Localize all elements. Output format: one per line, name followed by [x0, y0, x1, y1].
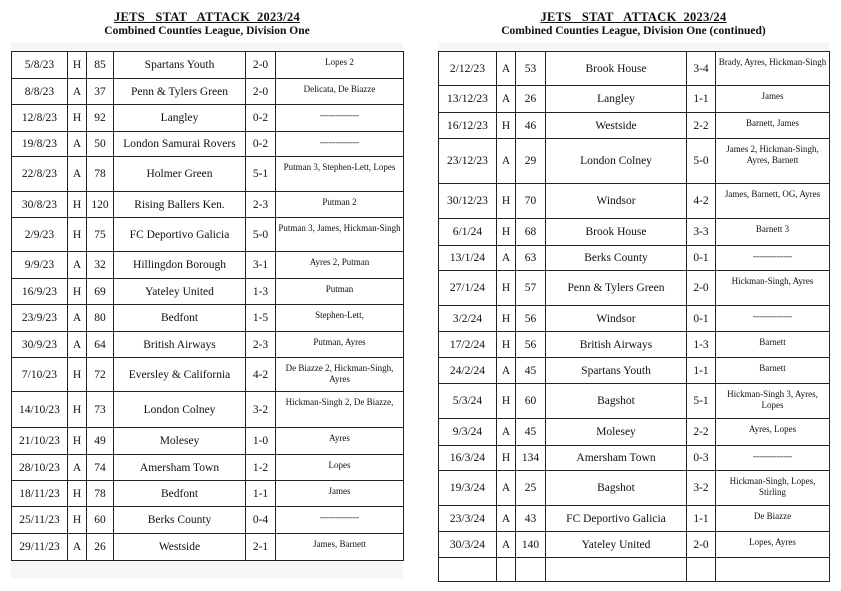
attendance-cell: 75: [87, 218, 114, 252]
score-cell: 2-3: [246, 332, 276, 358]
attendance-cell: 140: [516, 532, 546, 558]
table-row: [439, 358, 830, 384]
opponent-cell: London Samurai Rovers: [114, 132, 246, 157]
home-away-cell: A: [68, 79, 87, 105]
opponent-cell: Yateley United: [114, 279, 246, 305]
home-away-cell: H: [497, 219, 516, 246]
home-away-cell: H: [497, 384, 516, 419]
home-away-cell: H: [497, 332, 516, 358]
attendance-cell: 60: [516, 384, 546, 419]
date-cell: 29/11/23: [12, 534, 68, 561]
attendance-cell: 29: [516, 139, 546, 184]
home-away-cell: H: [497, 184, 516, 219]
scorers-cell: -------------: [276, 507, 404, 534]
score-cell: 5-1: [246, 157, 276, 192]
scorers-cell: Putman 3, Stephen-Lett, Lopes: [276, 157, 404, 192]
score-cell: 0-2: [246, 105, 276, 132]
opponent-cell: Amersham Town: [546, 446, 687, 471]
scorers-cell: -------------: [716, 446, 830, 471]
scorers-cell: Hickman-Singh 2, De Biazze,: [276, 392, 404, 428]
date-cell: 19/8/23: [12, 132, 68, 157]
scorers-cell: James 2, Hickman-Singh, Ayres, Barnett: [716, 139, 830, 184]
scorers-cell: James: [276, 481, 404, 507]
home-away-cell: H: [497, 306, 516, 332]
attendance-cell: 43: [516, 506, 546, 532]
score-cell: 1-1: [687, 358, 716, 384]
scorers-cell: Putman 2: [276, 192, 404, 218]
date-cell: 3/2/24: [439, 306, 497, 332]
score-cell: 2-0: [687, 532, 716, 558]
home-away-cell: A: [68, 132, 87, 157]
score-cell: 1-5: [246, 305, 276, 332]
opponent-cell: London Colney: [546, 139, 687, 184]
opponent-cell: London Colney: [114, 392, 246, 428]
score-cell: 5-0: [246, 218, 276, 252]
attendance-cell: 85: [87, 52, 114, 79]
attendance-cell: 70: [516, 184, 546, 219]
scorers-cell: Hickman-Singh, Lopes, Stirling: [716, 471, 830, 506]
attendance-cell: 32: [87, 252, 114, 279]
scorers-cell: Ayres: [276, 428, 404, 455]
home-away-cell: H: [68, 507, 87, 534]
home-away-cell: [497, 558, 516, 582]
home-away-cell: A: [497, 471, 516, 506]
attendance-cell: 45: [516, 358, 546, 384]
date-cell: 24/2/24: [439, 358, 497, 384]
attendance-cell: 37: [87, 79, 114, 105]
left-page-title: JETS STAT ATTACK 2023/24: [113, 10, 301, 24]
opponent-cell: Langley: [114, 105, 246, 132]
table-row: [439, 86, 830, 113]
attendance-cell: 80: [87, 305, 114, 332]
table-row: [439, 419, 830, 446]
date-cell: 19/3/24: [439, 471, 497, 506]
attendance-cell: 60: [87, 507, 114, 534]
home-away-cell: H: [497, 113, 516, 139]
home-away-cell: A: [68, 455, 87, 481]
attendance-cell: [516, 558, 546, 582]
date-cell: 17/2/24: [439, 332, 497, 358]
table-row: [439, 446, 830, 471]
home-away-cell: A: [497, 506, 516, 532]
home-away-cell: H: [68, 481, 87, 507]
scorers-cell: -------------: [276, 132, 404, 157]
home-away-cell: H: [68, 105, 87, 132]
scorers-cell: Putman: [276, 279, 404, 305]
scorers-cell: James, Barnett: [276, 534, 404, 561]
opponent-cell: Windsor: [546, 184, 687, 219]
opponent-cell: FC Deportivo Galicia: [546, 506, 687, 532]
scorers-cell: -------------: [716, 246, 830, 271]
home-away-cell: H: [497, 446, 516, 471]
scorers-cell: -------------: [276, 105, 404, 132]
score-cell: 0-3: [687, 446, 716, 471]
opponent-cell: Bedfont: [114, 305, 246, 332]
opponent-cell: Spartans Youth: [114, 52, 246, 79]
home-away-cell: H: [68, 218, 87, 252]
table-row: [12, 105, 404, 132]
table-row: [12, 279, 404, 305]
score-cell: 1-1: [687, 86, 716, 113]
scorers-cell: Ayres 2, Putman: [276, 252, 404, 279]
attendance-cell: 46: [516, 113, 546, 139]
home-away-cell: H: [68, 192, 87, 218]
attendance-cell: 26: [516, 86, 546, 113]
date-cell: 7/10/23: [12, 358, 68, 392]
date-cell: 25/11/23: [12, 507, 68, 534]
date-cell: 5/8/23: [12, 52, 68, 79]
opponent-cell: Berks County: [114, 507, 246, 534]
attendance-cell: 73: [87, 392, 114, 428]
table-row: [12, 392, 404, 428]
table-row: [439, 306, 830, 332]
score-cell: 2-3: [246, 192, 276, 218]
table-row: [439, 384, 830, 419]
home-away-cell: A: [497, 532, 516, 558]
attendance-cell: 49: [87, 428, 114, 455]
home-away-cell: A: [497, 86, 516, 113]
attendance-cell: 120: [87, 192, 114, 218]
table-row: [12, 428, 404, 455]
date-cell: 28/10/23: [12, 455, 68, 481]
score-cell: 0-2: [246, 132, 276, 157]
date-cell: 13/12/23: [439, 86, 497, 113]
home-away-cell: H: [68, 52, 87, 79]
home-away-cell: A: [497, 419, 516, 446]
table-row: [12, 79, 404, 105]
date-cell: 2/9/23: [12, 218, 68, 252]
opponent-cell: Bagshot: [546, 471, 687, 506]
score-cell: 1-3: [246, 279, 276, 305]
table-row: [439, 471, 830, 506]
home-away-cell: A: [68, 252, 87, 279]
left-page: [11, 0, 403, 553]
table-row: [12, 305, 404, 332]
scorers-cell: Ayres, Lopes: [716, 419, 830, 446]
home-away-cell: A: [68, 305, 87, 332]
attendance-cell: 74: [87, 455, 114, 481]
table-row: [12, 218, 404, 252]
attendance-cell: 56: [516, 306, 546, 332]
score-cell: 1-2: [246, 455, 276, 481]
attendance-cell: 69: [87, 279, 114, 305]
score-cell: 2-0: [246, 79, 276, 105]
table-row: [12, 481, 404, 507]
date-cell: 23/9/23: [12, 305, 68, 332]
scorers-cell: Lopes 2: [276, 52, 404, 79]
right-page: [438, 0, 829, 551]
scorers-cell: Barnett, James: [716, 113, 830, 139]
scorers-cell: Delicata, De Biazze: [276, 79, 404, 105]
home-away-cell: A: [497, 139, 516, 184]
date-cell: 27/1/24: [439, 271, 497, 306]
attendance-cell: 45: [516, 419, 546, 446]
opponent-cell: Holmer Green: [114, 157, 246, 192]
opponent-cell: British Airways: [546, 332, 687, 358]
opponent-cell: Penn & Tylers Green: [546, 271, 687, 306]
score-cell: 3-2: [246, 392, 276, 428]
score-cell: 3-1: [246, 252, 276, 279]
score-cell: 5-1: [687, 384, 716, 419]
score-cell: 1-3: [687, 332, 716, 358]
table-row: [12, 455, 404, 481]
table-row: [439, 113, 830, 139]
score-cell: 5-0: [687, 139, 716, 184]
scorers-cell: Putman, Ayres: [276, 332, 404, 358]
score-cell: 3-3: [687, 219, 716, 246]
opponent-cell: Berks County: [546, 246, 687, 271]
date-cell: 23/12/23: [439, 139, 497, 184]
attendance-cell: 63: [516, 246, 546, 271]
scorers-cell: Lopes, Ayres: [716, 532, 830, 558]
table-row: [12, 132, 404, 157]
scorers-cell: Hickman-Singh 3, Ayres, Lopes: [716, 384, 830, 419]
date-cell: 22/8/23: [12, 157, 68, 192]
table-row: [12, 52, 404, 79]
score-cell: 2-2: [687, 113, 716, 139]
home-away-cell: A: [497, 358, 516, 384]
table-row: [439, 219, 830, 246]
score-cell: [687, 558, 716, 582]
attendance-cell: 64: [87, 332, 114, 358]
date-cell: 18/11/23: [12, 481, 68, 507]
scorers-cell: -------------: [716, 306, 830, 332]
date-cell: 5/3/24: [439, 384, 497, 419]
opponent-cell: [546, 558, 687, 582]
table-row: [12, 507, 404, 534]
table-row: [439, 532, 830, 558]
table-row: [12, 358, 404, 392]
date-cell: [439, 558, 497, 582]
opponent-cell: Westside: [114, 534, 246, 561]
attendance-cell: 26: [87, 534, 114, 561]
scorers-cell: Lopes: [276, 455, 404, 481]
attendance-cell: 56: [516, 332, 546, 358]
table-row: [12, 252, 404, 279]
date-cell: 13/1/24: [439, 246, 497, 271]
scorers-cell: Stephen-Lett,: [276, 305, 404, 332]
attendance-cell: 92: [87, 105, 114, 132]
date-cell: 14/10/23: [12, 392, 68, 428]
opponent-cell: Amersham Town: [114, 455, 246, 481]
score-cell: 0-1: [687, 246, 716, 271]
date-cell: 2/12/23: [439, 52, 497, 86]
opponent-cell: Molesey: [114, 428, 246, 455]
table-row: [439, 184, 830, 219]
table-row: [439, 506, 830, 532]
score-cell: 4-2: [246, 358, 276, 392]
date-cell: 21/10/23: [12, 428, 68, 455]
home-away-cell: A: [68, 534, 87, 561]
right-page-subtitle: Combined Counties League, Division One (continued): [501, 25, 766, 37]
left-results-table: [11, 51, 404, 561]
date-cell: 16/12/23: [439, 113, 497, 139]
score-cell: 2-0: [246, 52, 276, 79]
home-away-cell: H: [497, 271, 516, 306]
opponent-cell: FC Deportivo Galicia: [114, 218, 246, 252]
score-cell: 4-2: [687, 184, 716, 219]
scorers-cell: De Biazze 2, Hickman-Singh, Ayres: [276, 358, 404, 392]
opponent-cell: Brook House: [546, 219, 687, 246]
home-away-cell: H: [68, 279, 87, 305]
attendance-cell: 50: [87, 132, 114, 157]
date-cell: 8/8/23: [12, 79, 68, 105]
table-row: [439, 139, 830, 184]
opponent-cell: Langley: [546, 86, 687, 113]
opponent-cell: Hillingdon Borough: [114, 252, 246, 279]
date-cell: 12/8/23: [12, 105, 68, 132]
scorers-cell: James, Barnett, OG, Ayres: [716, 184, 830, 219]
scorers-cell: James: [716, 86, 830, 113]
date-cell: 23/3/24: [439, 506, 497, 532]
score-cell: 3-2: [687, 471, 716, 506]
right-page-title: JETS STAT ATTACK 2023/24: [540, 10, 727, 24]
score-cell: 3-4: [687, 52, 716, 86]
attendance-cell: 134: [516, 446, 546, 471]
attendance-cell: 25: [516, 471, 546, 506]
home-away-cell: A: [68, 332, 87, 358]
date-cell: 30/8/23: [12, 192, 68, 218]
date-cell: 30/12/23: [439, 184, 497, 219]
table-row: [12, 534, 404, 561]
table-row: [12, 192, 404, 218]
attendance-cell: 78: [87, 481, 114, 507]
attendance-cell: 78: [87, 157, 114, 192]
score-cell: 1-1: [246, 481, 276, 507]
home-away-cell: H: [68, 358, 87, 392]
score-cell: 1-0: [246, 428, 276, 455]
score-cell: 2-1: [246, 534, 276, 561]
opponent-cell: British Airways: [114, 332, 246, 358]
opponent-cell: Westside: [546, 113, 687, 139]
home-away-cell: A: [497, 52, 516, 86]
opponent-cell: Yateley United: [546, 532, 687, 558]
attendance-cell: 53: [516, 52, 546, 86]
table-row: [439, 52, 830, 86]
scorers-cell: Barnett: [716, 332, 830, 358]
table-row: [439, 246, 830, 271]
scorers-cell: Putman 3, James, Hickman-Singh: [276, 218, 404, 252]
home-away-cell: A: [68, 157, 87, 192]
date-cell: 30/9/23: [12, 332, 68, 358]
score-cell: 1-1: [687, 506, 716, 532]
opponent-cell: Molesey: [546, 419, 687, 446]
score-cell: 2-0: [687, 271, 716, 306]
attendance-cell: 68: [516, 219, 546, 246]
date-cell: 9/9/23: [12, 252, 68, 279]
home-away-cell: H: [68, 428, 87, 455]
opponent-cell: Brook House: [546, 52, 687, 86]
table-row: [439, 558, 830, 582]
scorers-cell: Barnett 3: [716, 219, 830, 246]
date-cell: 6/1/24: [439, 219, 497, 246]
date-cell: 30/3/24: [439, 532, 497, 558]
home-away-cell: H: [68, 392, 87, 428]
attendance-cell: 72: [87, 358, 114, 392]
scorers-cell: Hickman-Singh, Ayres: [716, 271, 830, 306]
scorers-cell: Brady, Ayres, Hickman-Singh: [716, 52, 830, 86]
scorers-cell: [716, 558, 830, 582]
opponent-cell: Penn & Tylers Green: [114, 79, 246, 105]
date-cell: 16/9/23: [12, 279, 68, 305]
table-row: [439, 271, 830, 306]
opponent-cell: Spartans Youth: [546, 358, 687, 384]
score-cell: 0-1: [687, 306, 716, 332]
date-cell: 9/3/24: [439, 419, 497, 446]
table-row: [439, 332, 830, 358]
date-cell: 16/3/24: [439, 446, 497, 471]
scorers-cell: De Biazze: [716, 506, 830, 532]
attendance-cell: 57: [516, 271, 546, 306]
score-cell: 2-2: [687, 419, 716, 446]
opponent-cell: Bagshot: [546, 384, 687, 419]
scorers-cell: Barnett: [716, 358, 830, 384]
opponent-cell: Rising Ballers Ken.: [114, 192, 246, 218]
home-away-cell: A: [497, 246, 516, 271]
opponent-cell: Windsor: [546, 306, 687, 332]
left-page-subtitle: Combined Counties League, Division One: [104, 25, 310, 37]
table-row: [12, 157, 404, 192]
opponent-cell: Eversley & California: [114, 358, 246, 392]
table-row: [12, 332, 404, 358]
opponent-cell: Bedfont: [114, 481, 246, 507]
right-results-table: [438, 51, 830, 582]
score-cell: 0-4: [246, 507, 276, 534]
